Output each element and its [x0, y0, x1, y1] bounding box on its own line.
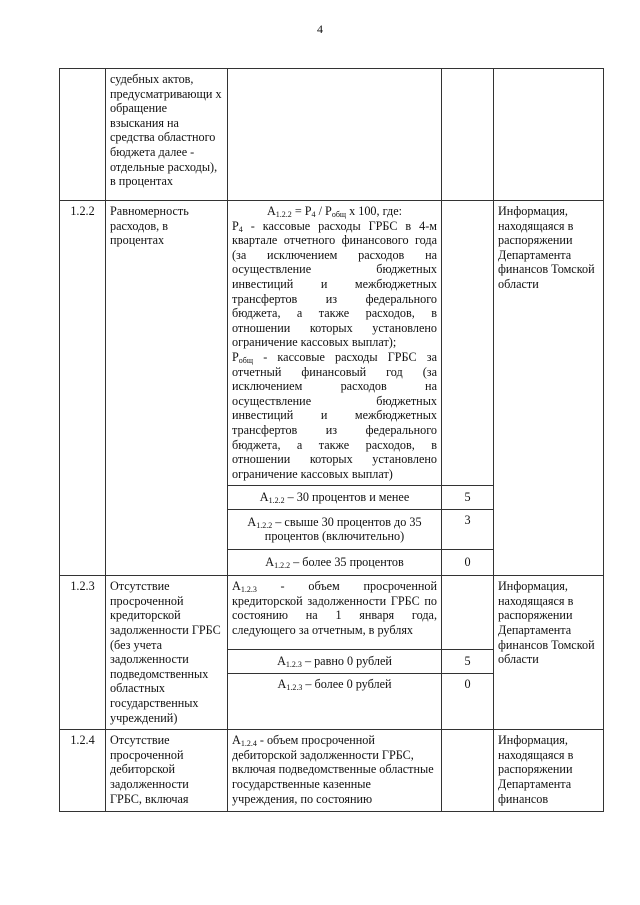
page-number: 4: [317, 22, 323, 36]
cell-score: [442, 201, 494, 486]
pobsh-definition: $Р_{общ}$ - кассовые расходы ГРБС за отчетный финансовый год (за исключением расходов на осуществление бюджетных инвестиций и межбюджетных трансфертов из федерального бюджета, а также расходов, в отношении которых установлено ограничение кассовых выплат): [232, 349, 437, 481]
table-row: [60, 730, 604, 812]
formula-line: $А_{1.2.2} = Р_4 / Р_{общ}$ х 100, где:: [266, 204, 402, 219]
p4-definition: $Р_4$ - кассовые расходы ГРБС в 4-м квартале отчетного финансового года (за исключением расходов на осуществление бюджетных инвестиций и межбюджетных трансфертов из федерального бюджета, а также расходов, в отношении которых установлено ограничение кассовых выплат);: [232, 218, 437, 350]
cell-formula: $А_{1.2.4}$ - объем просроченной дебиторской задолженности ГРБС, включая подведомственные областные государственные казенные учреждения, по состоянию: [228, 730, 442, 812]
cell-source: Информация, находящаяся в распоряжении Департамента финансов Томской области: [494, 201, 604, 576]
criterion-score: 5: [442, 650, 494, 674]
criterion-cell: $А_{1.2.3}$ – более 0 рублей: [228, 674, 442, 730]
cell-source: [494, 69, 604, 201]
cell-score: [442, 576, 494, 650]
cell-code: [60, 69, 106, 201]
criterion-score: 5: [442, 486, 494, 510]
table-row: [60, 69, 604, 201]
criterion-cell: $А_{1.2.2}$ – более 35 процентов: [228, 550, 442, 576]
cell-source: Информация, находящаяся в распоряжении Департамента финансов Томской области: [494, 576, 604, 730]
cell-indicator-name: Отсутствие просроченной кредиторской задолженности ГРБС (без учета задолженности подведомственных областных государственных учреждений): [106, 576, 228, 730]
cell-indicator-name: Равномерность расходов, в процентах: [106, 201, 228, 576]
table-row: [60, 201, 604, 486]
cell-indicator-name: Отсутствие просроченной дебиторской задолженности ГРБС, включая: [106, 730, 228, 812]
cell-source: Информация, находящаяся в распоряжении Департамента финансов: [494, 730, 604, 812]
criterion-score: 0: [442, 674, 494, 730]
cell-code: 1.2.3: [60, 576, 106, 730]
criterion-cell: $А_{1.2.2} - 30$ процентов и менее: [228, 486, 442, 510]
cell-indicator-name: судебных актов, предусматривающи х обращение взыскания на средства областного бюджета далее - отдельные расходы), в процентах: [106, 69, 228, 201]
criterion-score: 0: [442, 550, 494, 576]
criterion-cell: $А_{1.2.2}$ – свыше 30 процентов до 35 процентов (включительно): [228, 510, 442, 550]
criterion-cell: $А_{1.2.3}$ – равно 0 рублей: [228, 650, 442, 674]
criterion-score: 3: [442, 510, 494, 550]
criteria-table: [59, 68, 604, 812]
cell-score: [442, 69, 494, 201]
cell-score: [442, 730, 494, 812]
cell-formula: $А_{1.2.3}$ - объем просроченной кредиторской задолженности ГРБС по состоянию на 1 января года, следующего за отчетным, в рублях: [228, 576, 442, 650]
cell-code: 1.2.4: [60, 730, 106, 812]
table-row: [60, 576, 604, 650]
cell-code: 1.2.2: [60, 201, 106, 576]
cell-formula: [228, 69, 442, 201]
cell-formula: [228, 201, 442, 486]
